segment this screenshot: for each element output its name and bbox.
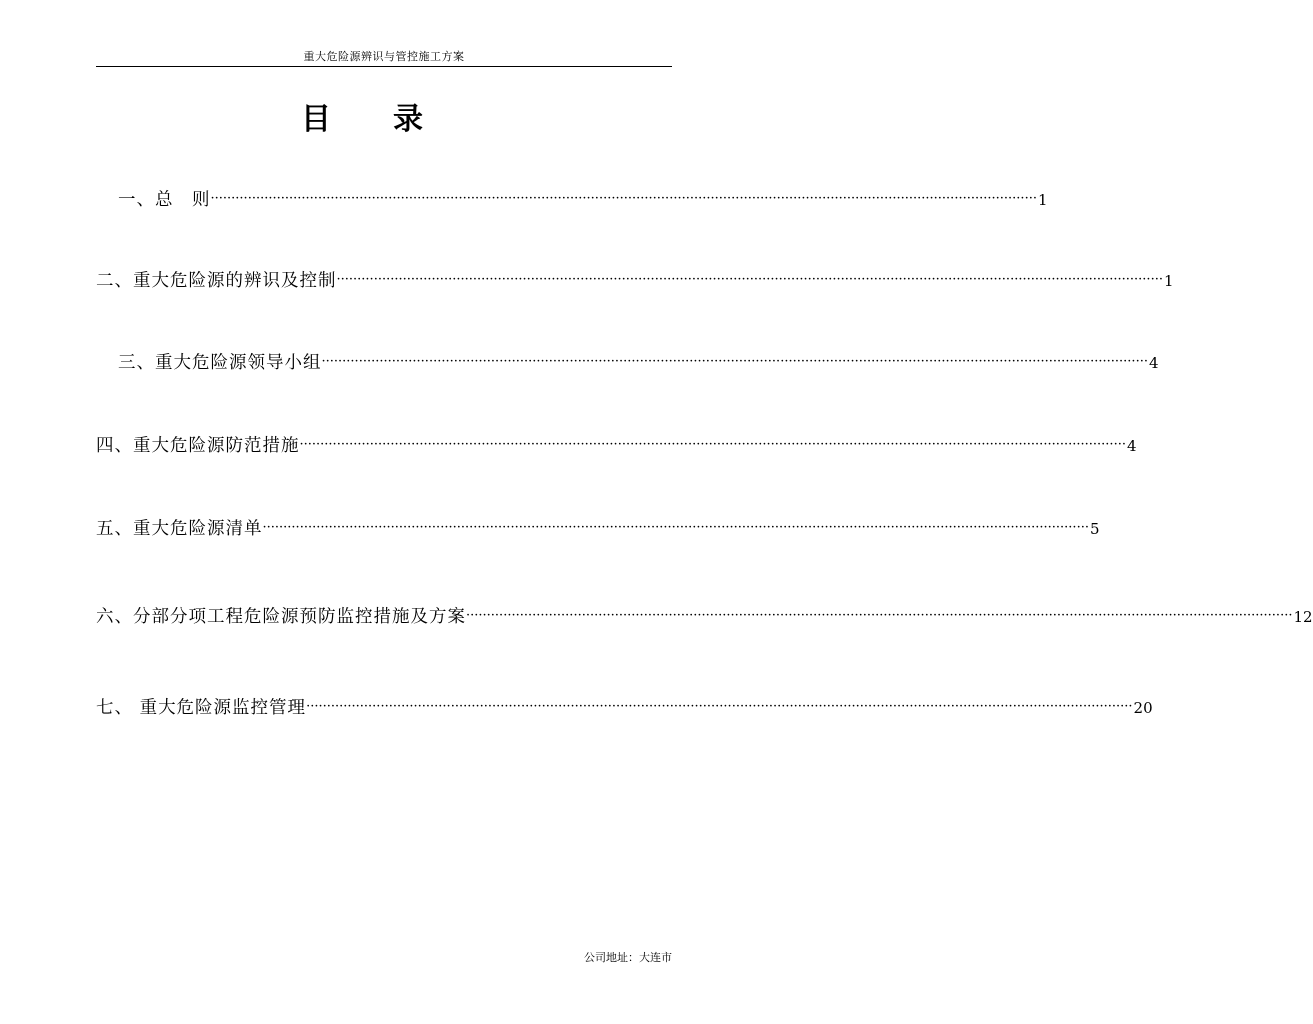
page-footer: 公司地址：大连市 (584, 951, 672, 964)
toc-leader-dots: ········································································································································································································ (321, 354, 1148, 369)
toc-leader-dots: ········································································································································································································ (210, 191, 1037, 206)
toc-leader-dots: ········································································································································································································ (299, 437, 1126, 452)
toc-page-number: 1 (1163, 272, 1174, 290)
toc-entry-label: 六、分部分项工程危险源预防监控措施及方案 (96, 607, 466, 627)
toc-entry[interactable] (96, 516, 1100, 542)
toc-leader-dots: ········································································································································································································ (466, 608, 1293, 623)
toc-entry[interactable] (96, 604, 1313, 630)
toc-entry[interactable] (96, 268, 1174, 294)
toc-leader-dots: ········································································································································································································ (262, 520, 1089, 535)
toc-entry-label: 四、重大危险源防范措施 (96, 436, 300, 456)
header-rule (96, 66, 672, 67)
toc-page-number: 5 (1089, 520, 1100, 538)
toc-leader-dots: ········································································································································································································ (336, 272, 1163, 287)
toc-page-number: 4 (1126, 437, 1137, 455)
toc-entry-label: 七、 重大危险源监控管理 (96, 698, 307, 718)
toc-entry-label: 一、总 则 (118, 190, 211, 210)
toc-page-number: 4 (1148, 354, 1159, 372)
toc-page-number: 12 (1293, 608, 1313, 626)
title-char-1: 目 (301, 102, 331, 137)
toc-entry[interactable] (96, 695, 1153, 721)
toc-entry-label: 五、重大危险源清单 (96, 519, 263, 539)
toc-leader-dots: ········································································································································································································ (306, 699, 1133, 714)
toc-page-number: 20 (1133, 699, 1153, 717)
toc-entry-label: 二、重大危险源的辨识及控制 (96, 271, 337, 291)
toc-page-number: 1 (1037, 191, 1048, 209)
page-header: 重大危险源辨识与管控施工方案 (303, 50, 465, 63)
toc-entry[interactable] (118, 350, 1159, 376)
page-title (0, 100, 724, 140)
toc-entry[interactable] (96, 433, 1137, 459)
toc-entry-label: 三、重大危险源领导小组 (118, 353, 322, 373)
toc-entry[interactable] (118, 187, 1048, 213)
title-char-2: 录 (393, 102, 423, 137)
